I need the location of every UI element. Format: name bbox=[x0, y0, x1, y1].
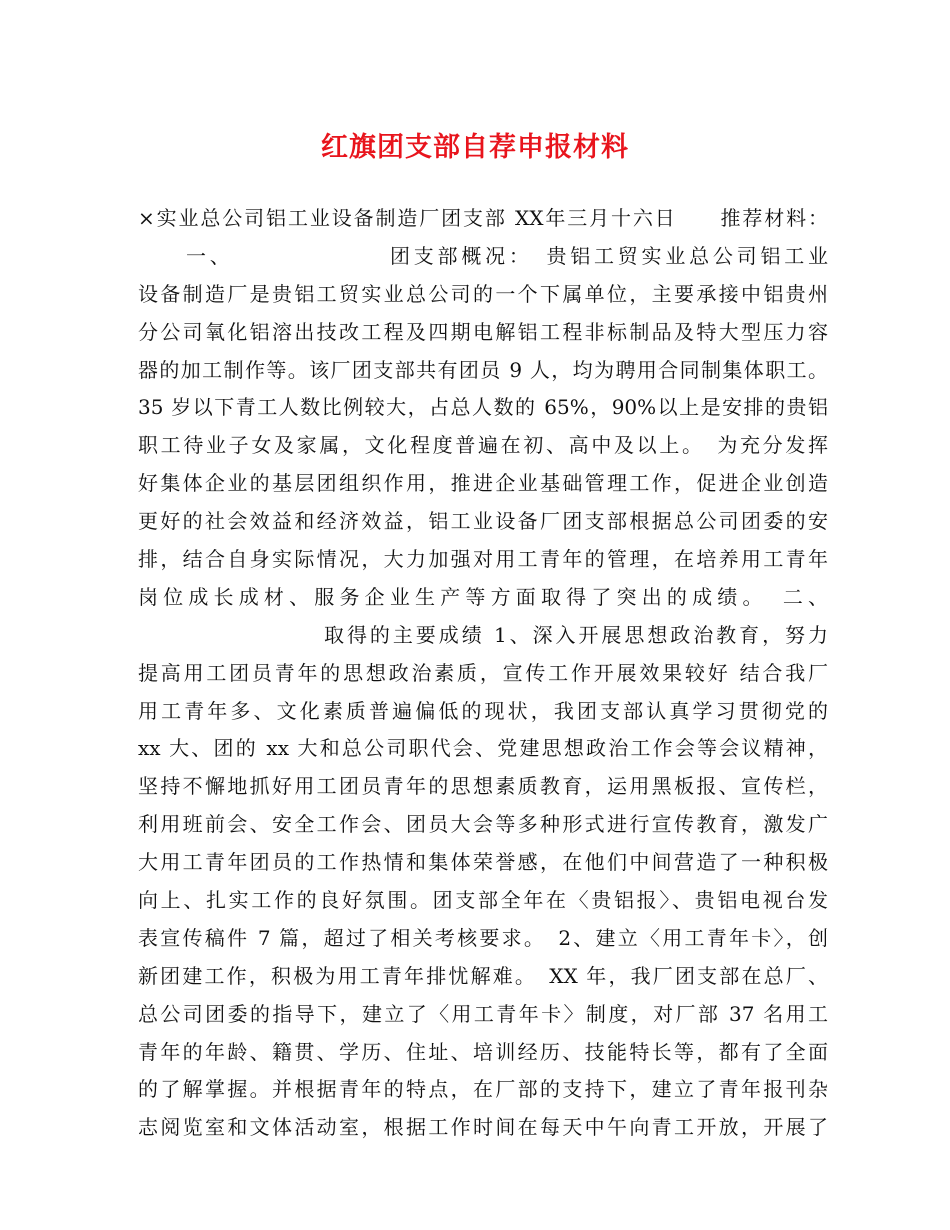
body-line: 的了解掌握。并根据青年的特点，在厂部的支持下，建立了青年报刊杂 bbox=[138, 1077, 828, 1102]
body-line: 好集体企业的基层团组织作用，推进企业基础管理工作，促进企业创造 bbox=[138, 471, 828, 496]
body-line: 分公司氧化铝溶出技改工程及四期电解铝工程非标制品及特大型压力容 bbox=[138, 319, 828, 344]
body-line: 一、 团支部概况： 贵铝工贸实业总公司铝工业 bbox=[186, 243, 828, 268]
body-line: xx 大、团的 xx 大和总公司职代会、党建思想政治工作会等会议精神， bbox=[138, 736, 828, 761]
body-line: 排，结合自身实际情况，大力加强对用工青年的管理，在培养用工青年 bbox=[138, 547, 828, 572]
document-title: 红旗团支部自荐申报材料 bbox=[321, 132, 629, 163]
body-line: 职工待业子女及家属，文化程度普遍在初、高中及以上。 为充分发挥 bbox=[138, 433, 828, 458]
body-line: 向上、扎实工作的良好氛围。团支部全年在〈贵铝报〉、贵铝电视台发 bbox=[138, 888, 828, 913]
body-line: 岗位成长成材、服务企业生产等方面取得了突出的成绩。 二、 bbox=[138, 584, 828, 609]
body-line: 志阅览室和文体活动室，根据工作时间在每天中午向青工开放，开展了 bbox=[138, 1115, 828, 1140]
body-line: 新团建工作，积极为用工青年排忧解难。 XX 年，我厂团支部在总厂、 bbox=[138, 963, 828, 988]
body-line: 更好的社会效益和经济效益，铝工业设备厂团支部根据总公司团委的安 bbox=[138, 509, 828, 534]
body-line: 青年的年龄、籍贯、学历、住址、培训经历、技能特长等，都有了全面 bbox=[138, 1039, 828, 1064]
body-line: 器的加工制作等。该厂团支部共有团员 9 人，均为聘用合同制集体职工。 bbox=[138, 357, 828, 382]
body-line: 坚持不懈地抓好用工团员青年的思想素质教育，运用黑板报、宣传栏， bbox=[138, 774, 828, 799]
body-line: 总公司团委的指导下，建立了〈用工青年卡〉制度，对厂部 37 名用工 bbox=[138, 1001, 828, 1026]
body-line: 利用班前会、安全工作会、团员大会等多种形式进行宣传教育，激发广 bbox=[138, 812, 828, 837]
body-line: 大用工青年团员的工作热情和集体荣誉感，在他们中间营造了一种积极 bbox=[138, 850, 828, 875]
body-line: 用工青年多、文化素质普遍偏低的现状，我团支部认真学习贯彻党的 bbox=[138, 698, 828, 723]
body-line: 设备制造厂是贵铝工贸实业总公司的一个下属单位，主要承接中铝贵州 bbox=[138, 281, 828, 306]
body-line: ×实业总公司铝工业设备制造厂团支部 XX年三月十六日 推荐材料： bbox=[138, 206, 828, 230]
body-line: 提高用工团员青年的思想政治素质，宣传工作开展效果较好 结合我厂 bbox=[138, 660, 828, 685]
body-line: 取得的主要成绩 1、深入开展思想政治教育，努力 bbox=[324, 622, 828, 647]
body-line: 表宣传稿件 7 篇，超过了相关考核要求。 2、建立〈用工青年卡〉，创 bbox=[138, 925, 828, 950]
body-line: 35 岁以下青工人数比例较大，占总人数的 65%，90%以上是安排的贵铝 bbox=[138, 395, 828, 420]
document-body bbox=[138, 200, 828, 1147]
